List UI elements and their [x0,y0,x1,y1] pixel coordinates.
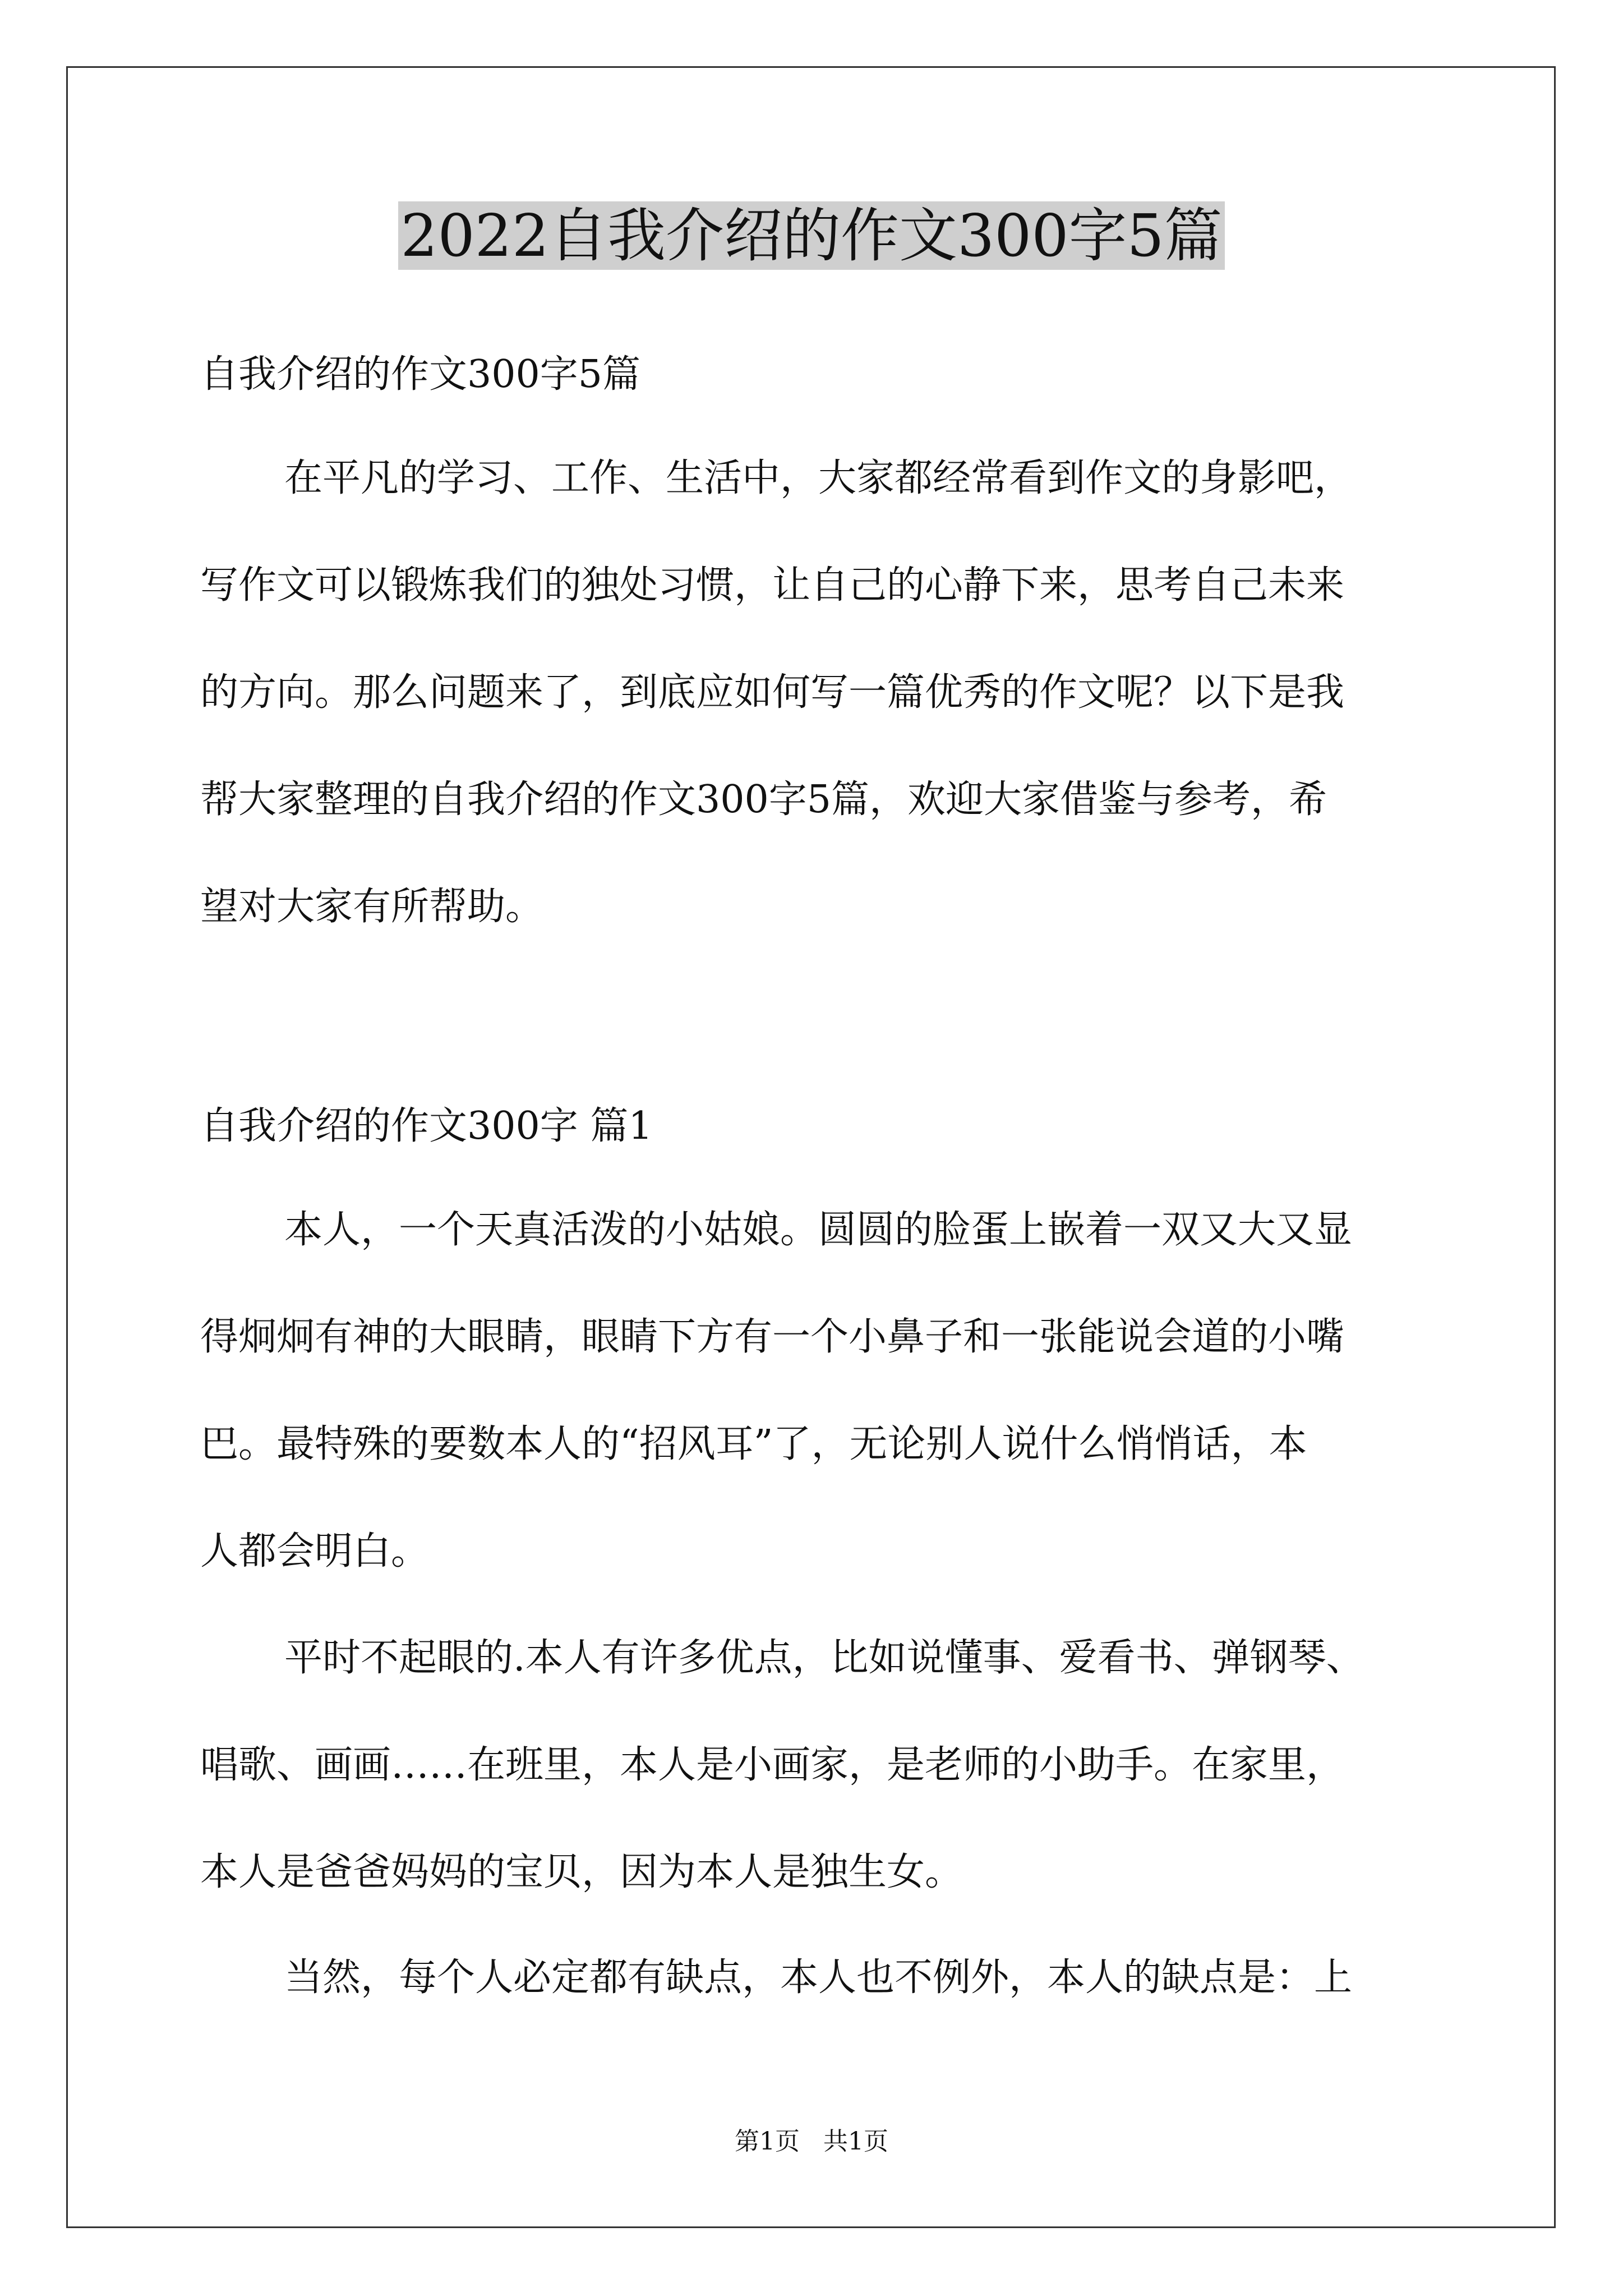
paragraph-3 [200,1951,1468,2005]
document-title-text: 2022自我介绍的作文300字5篇 [398,201,1224,270]
section-heading [200,1099,1468,1153]
section-heading-text: 自我介绍的作文300字 篇1 [200,1104,653,1148]
paragraph-line: 人都会明白。 [200,1529,430,1573]
intro-paragraph [200,452,1468,934]
paragraph-line: 得炯炯有神的大眼睛，眼睛下方有一个小鼻子和一张能说会道的小嘴 [200,1315,1345,1359]
paragraph-line: 巴。最特殊的要数本人的“招风耳”了，无论别人说什么悄悄话，本 [200,1422,1307,1466]
paragraph-2 [200,1631,1468,1899]
document-title [0,196,1623,275]
intro-line: 望对大家有所帮助。 [200,885,544,929]
intro-line: 的方向。那么问题来了，到底应如何写一篇优秀的作文呢？以下是我 [200,670,1345,715]
paragraph-line: 本人是爸爸妈妈的宝贝，因为本人是独生女。 [200,1850,963,1894]
paragraph-line: 唱歌、画画……在班里，本人是小画家，是老师的小助手。在家里， [200,1743,1345,1787]
intro-line: 写作文可以锻炼我们的独处习惯，让自己的心静下来，思考自己未来 [200,563,1345,608]
subtitle-text: 自我介绍的作文300字5篇 [200,352,641,397]
paragraph-line: 当然，每个人必定都有缺点，本人也不例外，本人的缺点是：上 [284,1955,1353,2000]
paragraph-line: 平时不起眼的.本人有许多优点，比如说懂事、爱看书、弹钢琴、 [284,1636,1364,1680]
page-footer: 第1页 共1页 [735,2127,888,2156]
intro-line: 在平凡的学习、工作、生活中，大家都经常看到作文的身影吧， [284,456,1353,500]
intro-line: 帮大家整理的自我介绍的作文300字5篇，欢迎大家借鉴与参考，希 [200,777,1327,822]
paragraph-1 [200,1203,1468,1579]
paragraph-line: 本人，一个天真活泼的小姑娘。圆圆的脸蛋上嵌着一双又大又显 [284,1208,1353,1252]
subtitle [200,348,1468,402]
